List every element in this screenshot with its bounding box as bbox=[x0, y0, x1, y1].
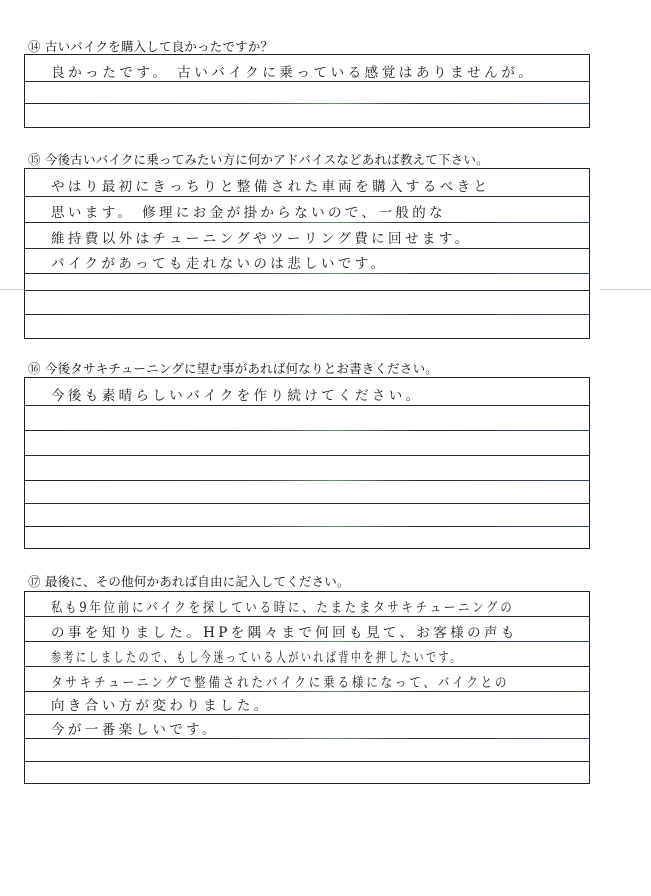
answer-box-17 bbox=[24, 591, 590, 784]
answer-line: 維持費以外はチューニングやツーリング費に回せます。 bbox=[51, 231, 472, 247]
answer-line: 向き合い方が変わりました。 bbox=[51, 698, 271, 714]
answer-line: 今が一番楽しいです。 bbox=[51, 722, 219, 738]
question-number: ⑮ bbox=[28, 152, 41, 167]
question-number: ⑭ bbox=[28, 39, 41, 54]
question-number: ⑯ bbox=[28, 361, 41, 376]
answer-box-16 bbox=[24, 377, 590, 549]
question-text: 今後タサキチューニングに望む事があれば何なりとお書きください。 bbox=[44, 361, 438, 376]
question-text: 古いバイクを購入して良かったですか？ bbox=[44, 39, 274, 54]
answer-line: 私も9年位前にバイクを探している時に、たまたまタサキチューニングの bbox=[51, 600, 515, 616]
question-number: ⑰ bbox=[28, 574, 41, 589]
answer-line: 思います。 修理にお金が掛からないので、一般的な bbox=[51, 205, 447, 221]
question-text: 最後に、その他何かあれば自由に記入してください。 bbox=[44, 574, 350, 589]
answer-line: 良かったです。 古いバイクに乗っている感覚はありませんが。 bbox=[51, 65, 536, 81]
answer-box-14 bbox=[24, 54, 590, 128]
question-17 bbox=[28, 572, 350, 590]
answer-line: バイクがあっても走れないのは悲しいです。 bbox=[51, 256, 388, 272]
answer-box-15 bbox=[24, 168, 590, 339]
answer-line: 参考にしましたので、もし今迷っている人がいれば背中を押したいです。 bbox=[51, 650, 463, 666]
question-14 bbox=[28, 37, 273, 55]
answer-line: の事を知りました。HPを隅々まで何回も見て、お客様の声も bbox=[51, 625, 518, 641]
answer-line: タサキチューニングで整備されたバイクに乗る様になって、バイクとの bbox=[51, 675, 510, 691]
question-16 bbox=[28, 359, 438, 377]
answer-line: 今後も素晴らしいバイクを作り続けてください。 bbox=[51, 388, 423, 404]
question-15 bbox=[28, 150, 489, 168]
scan-artifact bbox=[600, 289, 651, 290]
answer-line: やはり最初にきっちりと整備された車両を購入するべきと bbox=[51, 179, 491, 195]
question-text: 今後古いバイクに乗ってみたい方に何かアドバイスなどあれば教えて下さい。 bbox=[44, 152, 489, 167]
